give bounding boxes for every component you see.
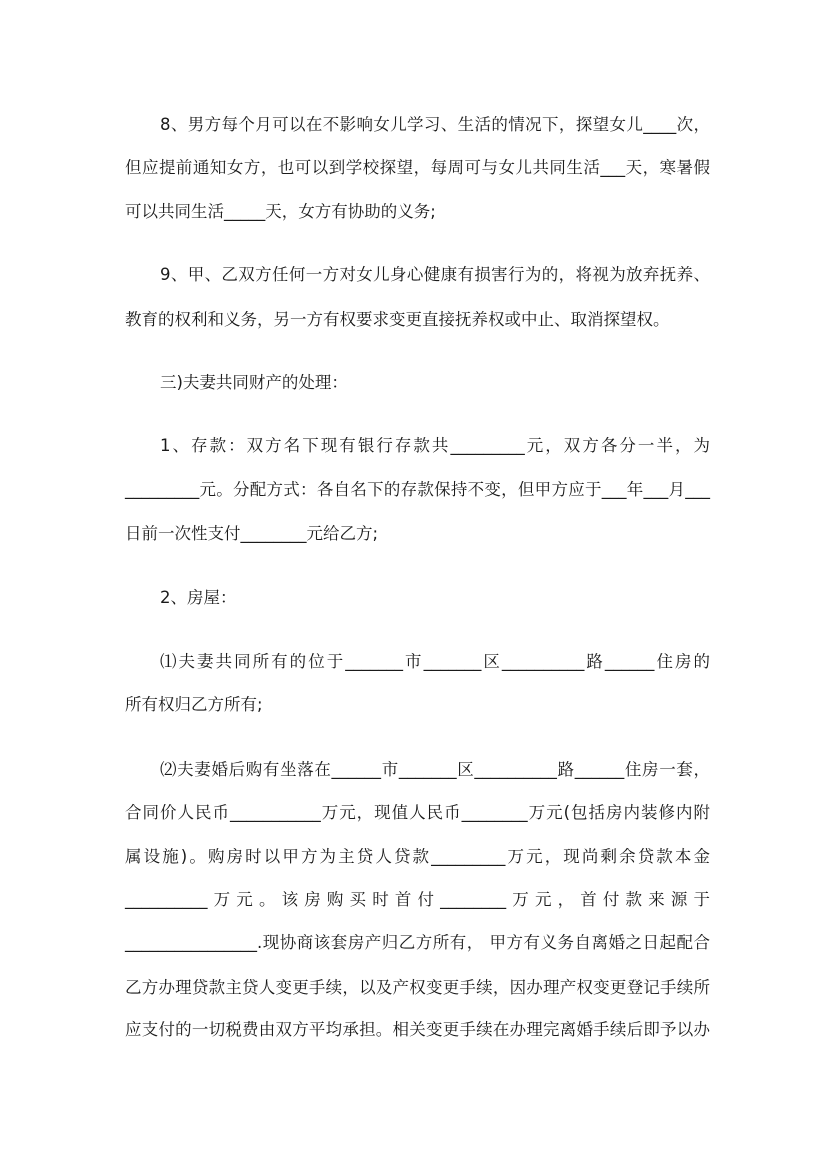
text-line: 属设施)。购房时以甲方为主贷人贷款_________万元，现尚剩余贷款本金 <box>125 847 710 866</box>
text-line: __________万元。该房购买时首付________万元，首付款来源于 <box>125 890 710 909</box>
text-line: 可以共同生活_____天，女方有协助的义务; <box>125 202 436 221</box>
text-line: 1、存款：双方名下现有银行存款共_________元，双方各分一半，为 <box>160 436 710 455</box>
text-line: 日前一次性支付________元给乙方; <box>125 524 379 543</box>
text-line: 三)夫妻共同财产的处理： <box>160 373 348 392</box>
text-line: 教育的权利和义务，另一方有权要求变更直接抚养权或中止、取消探望权。 <box>125 310 670 329</box>
text-line: 所有权归乙方所有; <box>125 695 263 714</box>
text-line: 但应提前通知女方，也可以到学校探望，每周可与女儿共同生活___天，寒暑假 <box>125 158 710 177</box>
text-line: ________________.现协商该套房产归乙方所有， 甲方有义务自离婚之日起配合 <box>125 933 710 952</box>
text-line: 2、房屋： <box>160 588 237 607</box>
text-line: _________元。分配方式：各自名下的存款保持不变，但甲方应于___年___月___ <box>125 480 710 499</box>
text-line: 乙方办理贷款主贷人变更手续，以及产权变更手续，因办理产权变更登记手续所 <box>125 978 710 997</box>
text-line: ⑴夫妻共同所有的位于_______市_______区__________路______住房的 <box>160 652 710 671</box>
text-line: 8、男方每个月可以在不影响女儿学习、生活的情况下，探望女儿____次， <box>160 115 710 134</box>
text-line: ⑵夫妻婚后购有坐落在______市_______区__________路______住房一套， <box>160 760 710 779</box>
text-line: 合同价人民币___________万元，现值人民币________万元(包括房内装修内附 <box>125 803 710 822</box>
text-line: 9、甲、乙双方任何一方对女儿身心健康有损害行为的，将视为放弃抚养、 <box>160 265 710 284</box>
text-line: 应支付的一切税费由双方平均承担。相关变更手续在办理完离婚手续后即予以办 <box>125 1020 710 1039</box>
